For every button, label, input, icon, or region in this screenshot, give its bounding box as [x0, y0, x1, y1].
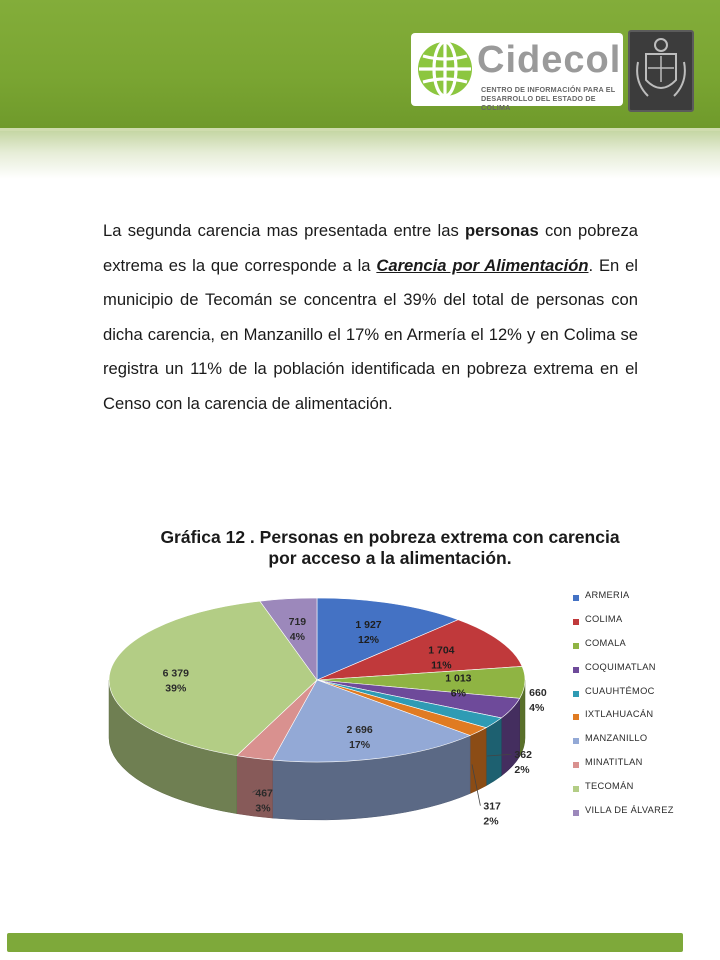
- paragraph-bold-term: personas: [464, 221, 539, 240]
- legend-swatch: [573, 619, 579, 625]
- legend-label: ARMERIA: [585, 590, 630, 600]
- legend-label: MANZANILLO: [585, 733, 648, 744]
- legend-label: COQUIMATLAN: [585, 661, 656, 672]
- legend-swatch: [573, 595, 579, 601]
- pie-value-label: 1 013: [445, 672, 472, 685]
- pie-value-label: 719: [288, 615, 307, 628]
- pie-value-label: 6 379: [162, 667, 189, 680]
- legend-swatch: [573, 810, 579, 816]
- legend-label: COLIMA: [585, 613, 623, 624]
- legend-swatch: [573, 691, 579, 697]
- logo-subtitle-line2: DESARROLLO DEL ESTADO DE COLIMA: [481, 94, 596, 112]
- pie-percent-label: 12%: [357, 634, 380, 647]
- chart-title: Gráfica 12 . Personas en pobreza extrema con carencia por acceso a la alimentación.: [160, 527, 620, 568]
- pie-percent-label: 39%: [165, 682, 187, 695]
- legend-label: TECOMÁN: [585, 781, 634, 792]
- pie-value-label: 362: [514, 749, 532, 762]
- paragraph-text-1: La segunda carencia mas presentada entre las: [103, 221, 465, 240]
- legend-swatch: [573, 786, 579, 792]
- pie-value-label: 1 704: [428, 644, 455, 657]
- pie-percent-label: 17%: [349, 739, 371, 752]
- pie-percent-label: 3%: [255, 802, 271, 815]
- legend-swatch: [573, 643, 579, 649]
- footer-bar: [7, 933, 683, 952]
- legend-label: COMALA: [585, 637, 627, 648]
- logo-subtitle-line1: CENTRO DE INFORMACIÓN PARA EL: [481, 85, 616, 94]
- logo-title: Cidecol: [477, 39, 622, 81]
- paragraph-emphasis: Carencia por Alimentación: [376, 255, 589, 275]
- pie-side-ixtlahuac-n: [470, 728, 486, 794]
- pie-value-label: 2 696: [346, 724, 373, 737]
- legend-label: VILLA DE ÁLVAREZ: [585, 805, 674, 816]
- pie-percent-label: 2%: [514, 764, 530, 777]
- pie-value-label: 1 927: [355, 619, 382, 632]
- legend-label: IXTLAHUACÁN: [585, 709, 654, 720]
- legend-label: MINATITLAN: [585, 757, 643, 768]
- pie-percent-label: 4%: [529, 702, 545, 714]
- pie-percent-label: 4%: [289, 630, 305, 643]
- legend-swatch: [573, 762, 579, 768]
- legend-label: CUAUHTÉMOC: [585, 685, 655, 696]
- pie-side-cuauht-moc: [486, 718, 501, 786]
- legend-swatch: [573, 667, 579, 673]
- pie-percent-label: 6%: [450, 687, 466, 700]
- paragraph-text-2: con pobreza extrema es la que corresponde a la: [103, 221, 638, 275]
- pie-value-label: 660: [529, 687, 547, 699]
- pie-percent-label: 2%: [483, 815, 499, 828]
- paragraph-text-3: . En el municipio de Tecomán se concentra el 39% del total de personas con dicha carencia, en Manzanillo el 17% en Armería el 12% y en Colima se registra un 11% de la población identificada en pobreza extrema en el Censo con la carencia de alimentación.: [103, 255, 638, 413]
- pie-percent-label: 11%: [431, 659, 452, 672]
- legend-swatch: [573, 738, 579, 744]
- pie-value-label: 317: [483, 800, 501, 813]
- legend-swatch: [573, 714, 579, 720]
- pie-value-label: 467: [255, 787, 273, 800]
